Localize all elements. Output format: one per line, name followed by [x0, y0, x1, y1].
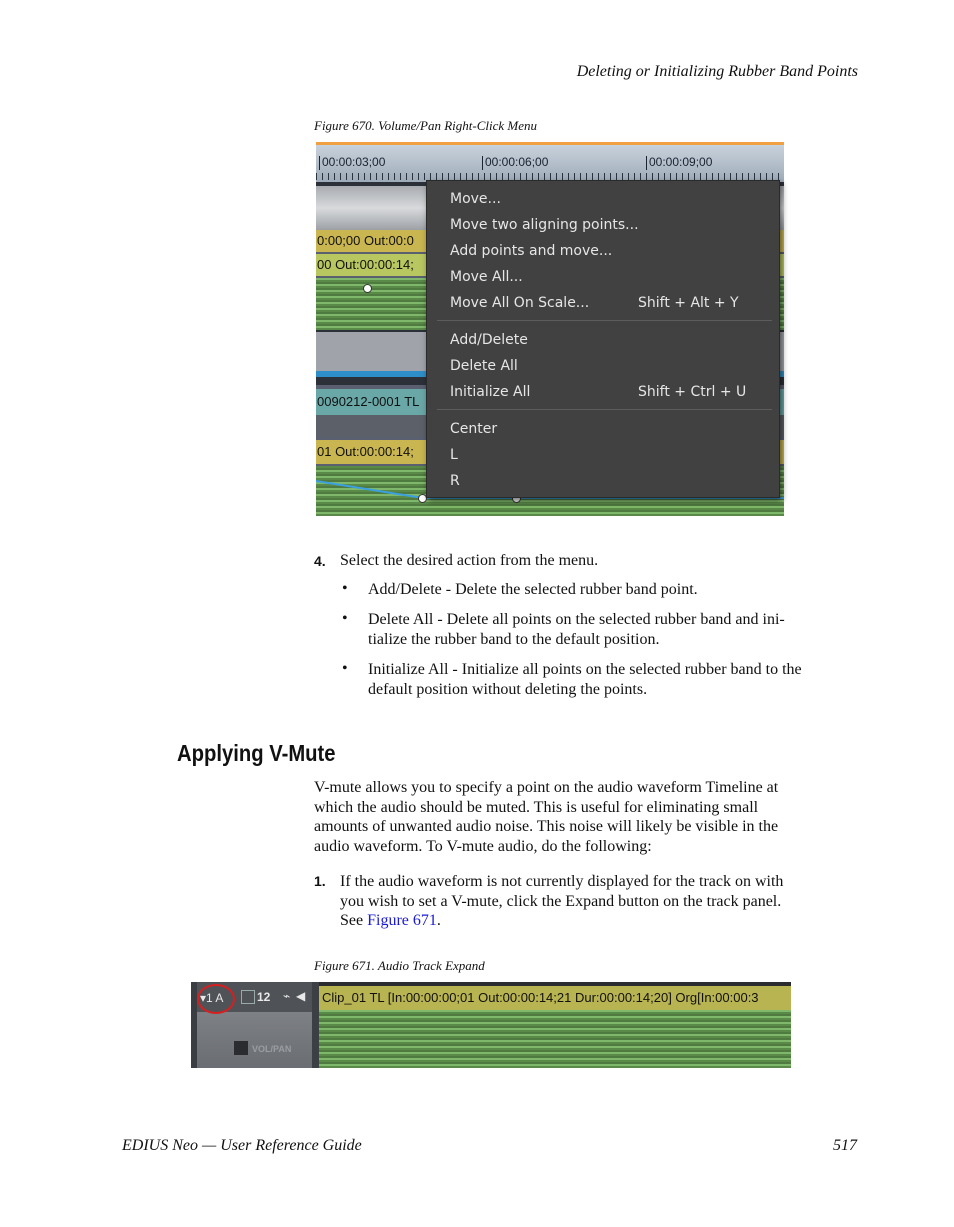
- ruler-timecode-1: 00:00:03;00: [322, 155, 386, 169]
- bullet-marker: •: [342, 660, 348, 677]
- clip-header[interactable]: Clip_01 TL [In:00:00:00;01 Out:00:00:14;21 Dur:00:00:14;20] Org[In:00:00:3: [319, 986, 791, 1010]
- clip-header-b[interactable]: 0090212-0001 TL: [316, 389, 784, 415]
- menu-item-left[interactable]: L: [450, 447, 458, 463]
- speaker-icon[interactable]: ◀: [296, 989, 306, 1003]
- track-number: 12: [257, 990, 271, 1004]
- menu-item-move-all-on-scale[interactable]: Move All On Scale...: [450, 295, 590, 311]
- menu-item-move-all[interactable]: Move All...: [450, 269, 523, 285]
- clip-header-a[interactable]: 0:00;00 Out:00:0: [316, 230, 784, 252]
- bullet-delete-all-line2: tialize the rubber band to the default position.: [368, 631, 660, 648]
- ruler-timecode-3: 00:00:09;00: [649, 155, 713, 169]
- figure-670-caption: Figure 670. Volume/Pan Right-Click Menu: [314, 118, 537, 133]
- menu-item-initialize-all[interactable]: Initialize All: [450, 384, 531, 400]
- intro-line-3: amounts of unwanted audio noise. This noise will likely be visible in the: [314, 818, 779, 835]
- menu-item-add-points-and-move[interactable]: Add points and move...: [450, 243, 613, 259]
- step-1-number: 1.: [314, 873, 326, 889]
- volume-pan-context-menu: [426, 180, 780, 498]
- vol-pan-toggle-icon[interactable]: [234, 1041, 248, 1055]
- bullet-initialize-all-line2: default position without deleting the points.: [368, 681, 648, 698]
- menu-item-add-delete[interactable]: Add/Delete: [450, 332, 528, 348]
- menu-item-center[interactable]: Center: [450, 421, 498, 437]
- figure-671-caption: Figure 671. Audio Track Expand: [314, 958, 485, 973]
- menu-shortcut-move-all-on-scale: Shift + Alt + Y: [638, 295, 739, 311]
- clip-subheader-a[interactable]: 00 Out:00:00:14;: [316, 254, 784, 276]
- footer-guide-title: EDIUS Neo — User Reference Guide: [122, 1137, 362, 1154]
- step-1-line-2: you wish to set a V-mute, click the Expand button on the track panel.: [340, 893, 782, 910]
- rubber-band-point[interactable]: [363, 284, 372, 293]
- menu-item-move-two-aligning-points[interactable]: Move two aligning points...: [450, 217, 639, 233]
- menu-separator: [437, 409, 772, 410]
- figure-671-link[interactable]: Figure 671: [367, 912, 437, 929]
- intro-line-4: audio waveform. To V-mute audio, do the following:: [314, 838, 652, 855]
- bullet-add-delete: Add/Delete - Delete the selected rubber band point.: [368, 581, 698, 598]
- step-1-line-3: See Figure 671.: [340, 912, 441, 929]
- menu-item-delete-all[interactable]: Delete All: [450, 358, 518, 374]
- bullet-initialize-all-line1: Initialize All - Initialize all points on the selected rubber band to the: [368, 661, 802, 678]
- menu-separator: [437, 320, 772, 321]
- timeline-ruler: [316, 142, 784, 182]
- running-header: Deleting or Initializing Rubber Band Points: [576, 63, 858, 80]
- expand-highlight-circle: [197, 984, 235, 1014]
- menu-item-move[interactable]: Move...: [450, 191, 501, 207]
- intro-line-1: V-mute allows you to specify a point on the audio waveform Timeline at: [314, 779, 779, 796]
- step-1-line-1: If the audio waveform is not currently displayed for the track on with: [340, 873, 784, 890]
- ruler-timecode-2: 00:00:06;00: [485, 155, 549, 169]
- waveform-icon[interactable]: ⌁: [283, 989, 291, 1003]
- bullet-delete-all-line1: Delete All - Delete all points on the selected rubber band and ini-: [368, 611, 785, 628]
- section-heading: Applying V-Mute: [177, 740, 336, 766]
- page-number: 517: [833, 1137, 857, 1154]
- figure-671-screenshot: [191, 982, 791, 1068]
- audio-waveform[interactable]: [319, 1010, 791, 1068]
- clip-subheader-b[interactable]: 01 Out:00:00:14;: [316, 440, 784, 464]
- menu-shortcut-initialize-all: Shift + Ctrl + U: [638, 384, 747, 400]
- bullet-marker: •: [342, 580, 348, 597]
- menu-item-right[interactable]: R: [450, 473, 460, 489]
- lock-icon[interactable]: [241, 990, 255, 1004]
- vol-pan-label: VOL/PAN: [252, 1044, 292, 1054]
- bullet-marker: •: [342, 610, 348, 627]
- step-4-text: Select the desired action from the menu.: [340, 552, 599, 569]
- expand-button[interactable]: ▾1 A: [200, 991, 224, 1005]
- step-4-number: 4.: [314, 553, 326, 569]
- intro-line-2: which the audio should be muted. This is useful for eliminating small: [314, 799, 759, 816]
